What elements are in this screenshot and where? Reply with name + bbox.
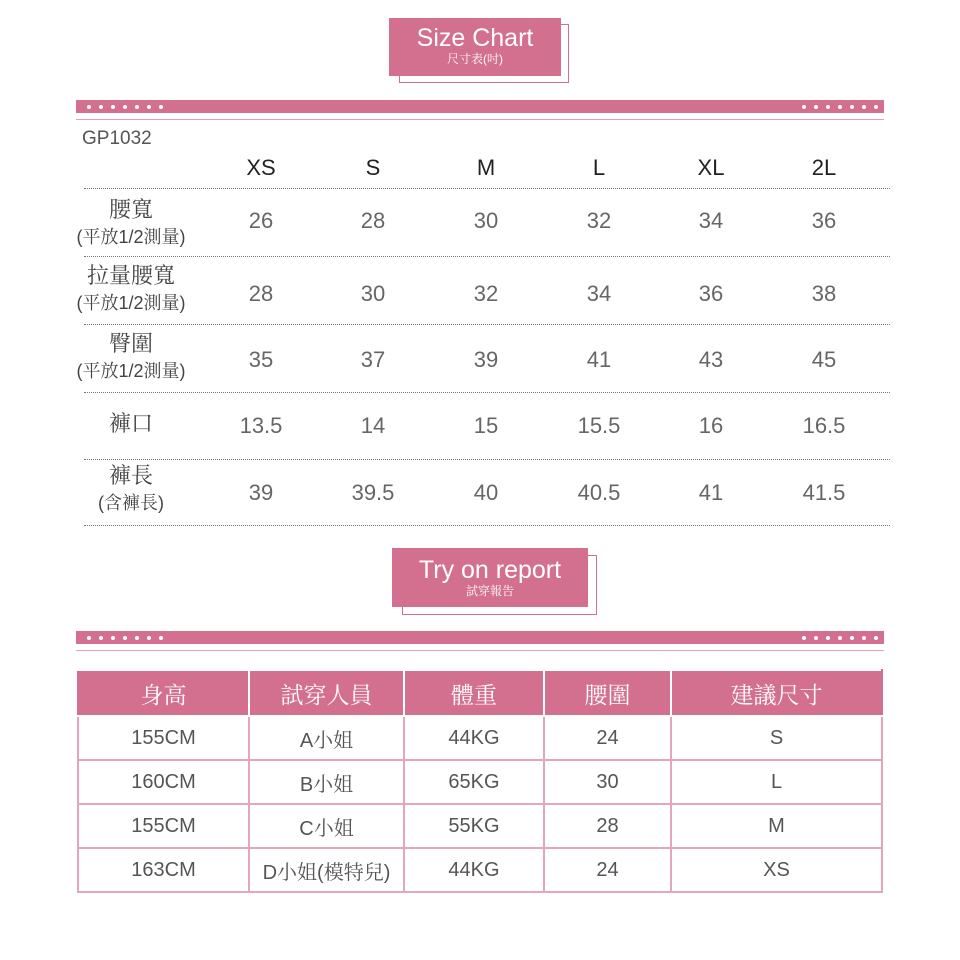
table-cell: A小姐 [249,716,404,760]
try-on-header: 建議尺寸 [671,670,882,716]
measure-value: 30 [473,208,499,233]
size-header-5: 2L [811,155,837,180]
try-on-header: 腰圍 [544,670,671,716]
size-header-4: XL [697,155,725,180]
table-cell: B小姐 [249,760,404,804]
measure-value: 15.5 [577,413,621,438]
measure-value: 41.5 [802,480,846,505]
size-header-3: L [592,155,606,180]
measure-value: 41 [586,347,612,372]
measure-value: 40 [473,480,499,505]
measure-note: (平放1/2測量) [76,227,186,247]
measure-value: 26 [248,208,274,233]
try-on-subtitle: 試穿報告 [465,584,514,598]
measure-value: 39.5 [351,480,395,505]
measure-value: 34 [586,281,612,306]
row-separator [84,392,890,393]
table-cell: XS [671,848,882,892]
size-chart-badge [389,18,569,84]
measure-note: (平放1/2測量) [76,293,186,313]
measure-name: 臀圍 [108,331,153,356]
measure-note: (含褲長) [98,493,164,513]
table-cell: L [671,760,882,804]
table-cell: 28 [544,804,671,848]
try-on-header: 試穿人員 [249,670,404,716]
table-row [78,760,882,804]
measure-value: 40.5 [577,480,621,505]
measure-name: 腰寬 [108,197,153,222]
table-cell: 44KG [404,848,544,892]
measure-value: 38 [811,281,837,306]
size-header-0: XS [246,155,276,180]
try-on-badge [392,548,597,616]
measure-value: 28 [360,208,386,233]
row-separator [84,525,890,526]
measure-value: 13.5 [239,413,283,438]
decorative-bar-bottom [76,631,884,644]
size-chart-subtitle: 尺寸表(吋) [447,52,503,66]
row-separator [84,459,890,460]
table-cell: 155CM [78,716,249,760]
table-cell: S [671,716,882,760]
measure-value: 36 [811,208,837,233]
row-separator [84,324,890,325]
size-header-2: M [476,155,496,180]
measure-value: 32 [473,281,499,306]
measure-note: (平放1/2測量) [76,361,186,381]
try-on-title: Try on report [418,556,562,584]
table-cell: M [671,804,882,848]
measure-value: 45 [811,347,837,372]
measure-value: 35 [248,347,274,372]
measure-label [64,462,198,516]
decorative-line-bottom [76,650,884,651]
try-on-header: 身高 [78,670,249,716]
measure-value: 28 [248,281,274,306]
table-cell: 30 [544,760,671,804]
table-row [78,848,882,892]
table-cell: C小姐 [249,804,404,848]
try-on-table [77,669,883,893]
size-chart-title: Size Chart [416,24,534,52]
row-separator [84,256,890,257]
size-header-1: S [365,155,381,180]
measure-value: 15 [473,413,499,438]
measure-value: 36 [698,281,724,306]
table-cell: 55KG [404,804,544,848]
try-on-header: 體重 [404,670,544,716]
measure-value: 37 [360,347,386,372]
table-cell: 24 [544,848,671,892]
measure-name: 拉量腰寬 [86,263,175,288]
measure-value: 41 [698,480,724,505]
table-cell: 24 [544,716,671,760]
table-row [78,716,882,760]
table-cell: 160CM [78,760,249,804]
table-cell: 163CM [78,848,249,892]
measure-name: 褲長 [108,463,153,488]
table-row [78,804,882,848]
measure-value: 16.5 [802,413,846,438]
table-cell: 65KG [404,760,544,804]
decorative-bar-top [76,100,884,113]
table-cell: 155CM [78,804,249,848]
measure-value: 39 [248,480,274,505]
product-code: GP1032 [82,128,152,149]
measure-value: 39 [473,347,499,372]
measure-name: 褲口 [108,411,153,436]
row-separator [84,188,890,189]
measure-label [64,196,198,250]
measure-value: 14 [360,413,386,438]
table-cell: D小姐(模特兒) [249,848,404,892]
decorative-line-top [76,119,884,120]
measure-value: 30 [360,281,386,306]
measure-label [64,262,198,316]
measure-value: 34 [698,208,724,233]
measure-label [64,330,198,384]
measure-value: 16 [698,413,724,438]
measure-label [64,410,198,438]
measure-value: 32 [586,208,612,233]
table-cell: 44KG [404,716,544,760]
measure-value: 43 [698,347,724,372]
